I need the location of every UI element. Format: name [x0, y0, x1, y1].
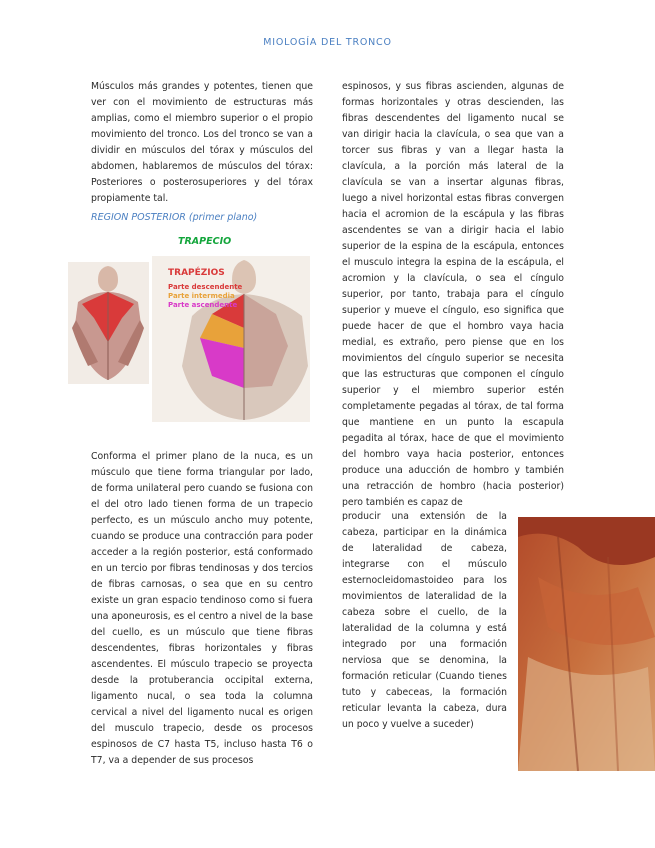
intro-text: Músculos más grandes y potentes, tienen que ver con el movimiento de estructuras más amplias, como el miembro superior o el propio movimiento del tronco. Los del tronco se van a dividir en músculos del tórax y músculos del abdomen, hablaremos de músculos del tórax: Posteriores o posterosuperiores y del tórax propiamente tal.	[91, 81, 313, 204]
intro-paragraph	[91, 79, 313, 207]
left-body-text: Conforma el primer plano de la nuca, es un músculo que tiene forma triangular por lado, de forma unilateral pero cuando se fusiona con el del otro lado tienen forma de un trapecio perfecto, es un músculo ancho muy potente, cuando se produce una contracción para poder acceder a la región posterior, está conformado en un tercio por fibras tendinosas y dos tercios de fibras carnosas, o sea que en su centro existe un gran espacio tendinoso como si fuera una aponeurosis, es el centro a nivel de la base del cuello, es un músculo que tiene fibras descendentes, fibras horizontales y fibras ascendentes. El músculo trapecio se proyecta desde la protuberancia occipital externa, ligamento nucal, o sea toda la columna cervical a nivel del ligamento nucal es origen del musculo trapecio, desde os procesos espinosos de C7 hasta T5, incluso hasta T6 o T7, va a depender de sus procesos	[91, 451, 313, 766]
right-body-end-paragraph	[342, 509, 507, 733]
trapezius-illustration-left	[68, 262, 149, 384]
label-intermedia: Parte intermedia	[168, 292, 235, 300]
trapezius-illustration-right	[152, 256, 310, 422]
right-body-text: espinosos, y sus fibras ascienden, algunas de formas horizontales y otras descienden, las fibras descendentes del ligamento nucal se van dirigir hacia la clavícula, o sea que van a torcer sus fibras y van a llegar hasta la clavícula, a la porción más lateral de la clavícula se van a insertar algunas fibras, luego a nivel horizontal estas fibras convergen hacia el acromion de la escápula y las fibras ascendentes se van a dirigir hacia el labio superior de la espina de la escápula, entonces el musculo integra la espina de la escápula, el acromion y la clavícula, o sea el cíngulo superior, por tanto, trabaja para el cíngulo superior y mueve el cíngulo, eso significa que puede hacer de que el hombro vaya hacia medial, es extraño, pero piense que en los movimientos del cíngulo superior se necesita que las estructuras que componen el cíngulo superior y el miembro superior estén completamente pegadas al tórax, de tal forma que mantiene en un punto la escapula pegadita al tórax, hace de que el movimiento del hombro vaya hacia posterior, entonces produce una aducción de hombro y también una retracción de hombro (hacia posterior) pero también es capaz de	[342, 81, 564, 508]
left-body-paragraph	[91, 449, 313, 769]
right-body-paragraph	[342, 79, 564, 511]
figure-title: TRAPECIO	[178, 236, 232, 247]
right-body-end-text: producir una extensión de la cabeza, participar en la dinámica de lateralidad de cabeza, integrarse con el músculo esternocleidomastoideo para los movimientos de lateralidad de la cabeza sobre el cuello, de la lateralidad de la columna y está integrado por una formación nerviosa que se denomina, la formación reticular (Cuando tienes tuto y cabeceas, la formación reticular levanta la cabeza, dura un poco y vuelve a suceder)	[342, 511, 507, 730]
dissection-photo	[518, 517, 655, 771]
label-trapezios: TRAPÉZIOS	[168, 268, 225, 278]
label-descendente: Parte descendente	[168, 283, 243, 291]
page-header: MIOLOGÍA DEL TRONCO	[263, 37, 392, 48]
section-subheading: REGION POSTERIOR (primer plano)	[91, 212, 258, 223]
label-ascendente: Parte ascendente	[168, 301, 238, 309]
